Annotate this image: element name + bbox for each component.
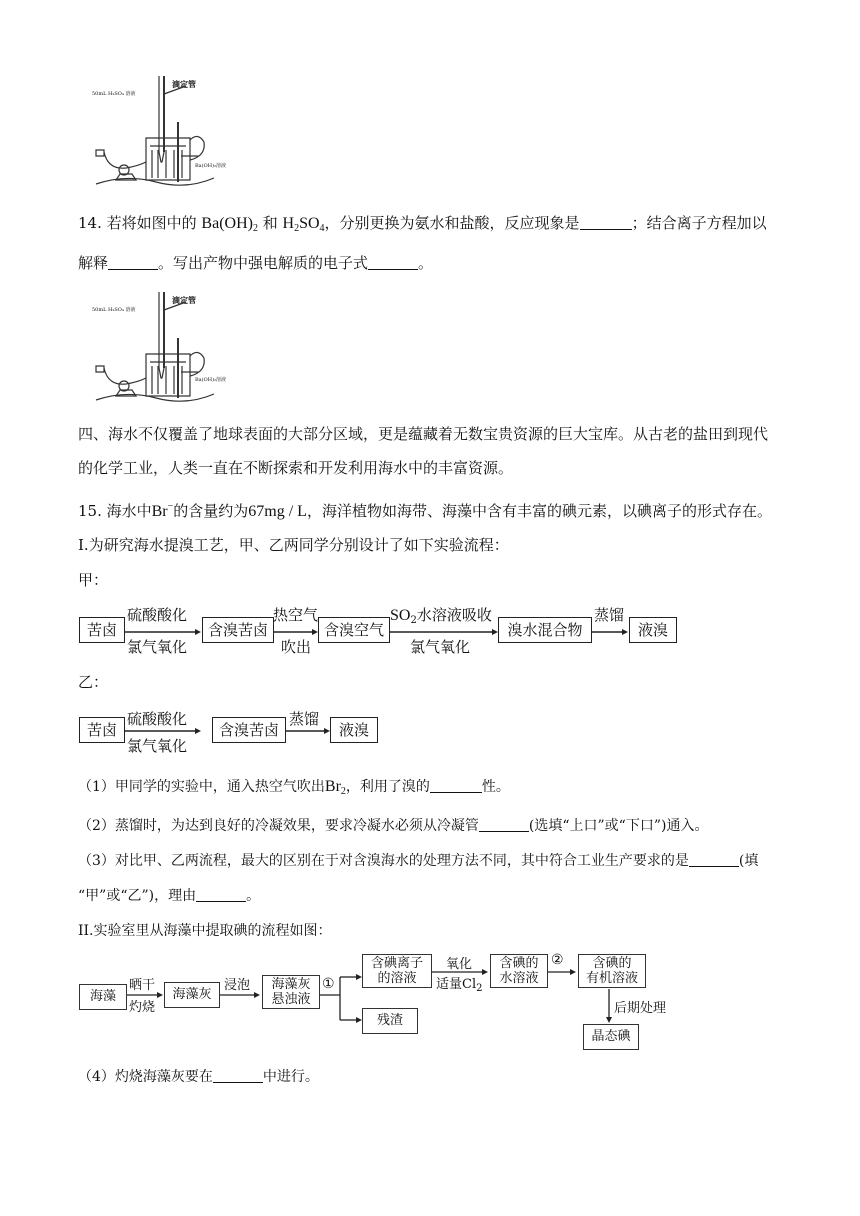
step-2-label: ② (551, 952, 564, 968)
q15-sub2: （2）蒸馏时，为达到良好的冷凝效果，要求冷凝水必须从冷凝管 (选填“上口”或“下口”)通入。 (78, 818, 709, 834)
flow-yi-arrow1-top: 硫酸酸化 (127, 710, 188, 728)
iodine-arrow-5 (548, 969, 576, 977)
label-jia: 甲： (78, 571, 109, 589)
q15-part1: I.为研究海水提溴工艺，甲、乙两同学分别设计了如下实验流程： (78, 536, 509, 554)
concentration-value: 67mg / L (248, 503, 307, 520)
flow-jia-arrow-2 (274, 629, 318, 639)
flow-jia-arrow4-top: 蒸馏 (594, 606, 625, 624)
figure-2-label-right: Ba(OH)₂溶液 (195, 377, 227, 383)
figure-1-label-right: Ba(OH)₂溶液 (195, 163, 227, 169)
iodine-arrow-1 (127, 992, 163, 1000)
flow-yi-arrow1-bottom: 氯气氧化 (127, 737, 188, 755)
iodine-box-ion-solution: 含碘离子 的溶液 (362, 954, 432, 988)
flow-jia-arrow2-bottom: 吹出 (281, 638, 312, 656)
answer-blank[interactable] (196, 887, 246, 902)
iodine-box-seaweed: 海藻 (79, 984, 127, 1010)
flow-jia-box-5: 液溴 (629, 617, 677, 643)
iodine-box-aqueous: 含碘的 水溶液 (490, 954, 548, 988)
figure-1-label-left: 50mL H₂SO₄ 溶液 (92, 91, 136, 97)
q15-part2: II.实验室里从海藻中提取碘的流程如图： (78, 923, 332, 939)
flow-jia-arrow3-top: $SO_2$水溶液吸收 (390, 606, 492, 626)
q15-sub1: （1）甲同学的实验中，通入热空气吹出$Br_2$，利用了溴的 性。 (78, 778, 510, 797)
flow-jia-arrow1-top: 硫酸酸化 (127, 606, 188, 624)
answer-blank[interactable] (108, 255, 158, 270)
iodine-arrow-2 (220, 992, 260, 1000)
section4-line-2: 的化学工业，人类一直在不断探索和开发利用海水中的丰富资源。 (78, 459, 514, 477)
figure-1-label-top: 滴定管 (172, 79, 196, 89)
step-1-label: ① (322, 976, 335, 992)
flow-jia-box-3: 含溴空气 (318, 617, 390, 643)
figure-2-label-left: 50mL H₂SO₄ 溶液 (92, 307, 136, 313)
br2-formula: $Br_2$ (324, 778, 346, 797)
iodine-arrow2-top: 浸泡 (224, 978, 251, 993)
flow-jia-box-1: 苦卤 (79, 617, 125, 643)
q15-intro: 15. 海水中Br−的含量约为67mg / L，海洋植物如海带、海藻中含有丰富的碘元素，以碘离子的形式存在。 (78, 501, 772, 520)
answer-blank[interactable] (580, 215, 632, 230)
q15-sub3-line1: （3）对比甲、乙两流程，最大的区别在于对含溴海水的处理方法不同，其中符合工业生产要求的是 (填 (78, 853, 759, 869)
flow-yi-arrow-1 (125, 728, 201, 738)
flow-jia-arrow1-bottom: 氯气氧化 (127, 638, 188, 656)
iodine-arrow1-top: 晒干 (129, 978, 156, 993)
iodine-arrow-down-label: 后期处理 (614, 1001, 667, 1016)
q15-sub4: （4）灼烧海藻灰要在 中进行。 (78, 1069, 319, 1085)
q14-line-2: 解释 。写出产物中强电解质的电子式 。 (78, 254, 434, 272)
flow-yi-box-2: 含溴苦卤 (212, 717, 286, 743)
answer-blank[interactable] (479, 817, 529, 832)
iodine-box-residue: 残渣 (362, 1008, 418, 1034)
iodine-box-ash: 海藻灰 (164, 982, 220, 1008)
q15-sub3-line2: “甲”或“乙”)，理由 。 (78, 888, 261, 904)
flow-yi-box-1: 苦卤 (79, 717, 125, 743)
figure-2-label-top: 滴定管 (172, 295, 196, 305)
section4-line-1: 四、海水不仅覆盖了地球表面的大部分区域，更是蕴藏着无数宝贵资源的巨大宝库。从古老的盐田到现代 (78, 425, 769, 443)
answer-blank[interactable] (689, 852, 739, 867)
iodine-arrow4-top: 氧化 (446, 957, 473, 972)
iodine-arrow1-bottom: 灼烧 (129, 1000, 156, 1015)
h2so4-formula: $H_2SO_4$ (282, 215, 325, 234)
bromide-ion: Br− (151, 501, 174, 520)
flow-jia-arrow-1 (125, 629, 201, 639)
flow-jia-arrow3-bottom: 氯气氧化 (410, 638, 471, 656)
answer-blank[interactable] (368, 255, 418, 270)
iodine-box-organic: 含碘的 有机溶液 (578, 954, 646, 988)
q14-line-1: 14. 若将如图中的 $Ba(OH)_2$ 和 $H_2SO_4$，分别更换为氨水和盐酸，反应现象是 ；结合离子方程加以 (78, 214, 767, 234)
answer-blank[interactable] (213, 1068, 263, 1083)
iodine-branch-arrows (320, 965, 364, 1025)
baoh2-formula: $Ba(OH)_2$ (201, 215, 258, 234)
iodine-arrow4-bottom: 适量$Cl_2$ (436, 977, 483, 994)
flow-jia-arrow-3 (390, 629, 498, 639)
answer-blank[interactable] (430, 778, 482, 793)
flow-yi-arrow2-top: 蒸馏 (289, 710, 320, 728)
flow-yi-box-3: 液溴 (330, 717, 378, 743)
flow-jia-box-2: 含溴苦卤 (202, 617, 274, 643)
iodine-arrow-down (606, 989, 614, 1023)
flow-yi-arrow-2 (286, 728, 330, 738)
label-yi: 乙： (78, 673, 109, 691)
flow-jia-arrow2-top: 热空气 (273, 606, 319, 624)
iodine-arrow-4 (432, 969, 488, 977)
flow-jia-arrow-4 (592, 629, 628, 639)
flow-jia-box-4: 溴水混合物 (498, 617, 592, 643)
iodine-box-crystal: 晶态碘 (583, 1024, 639, 1050)
iodine-box-suspension: 海藻灰 悬浊液 (262, 975, 320, 1009)
